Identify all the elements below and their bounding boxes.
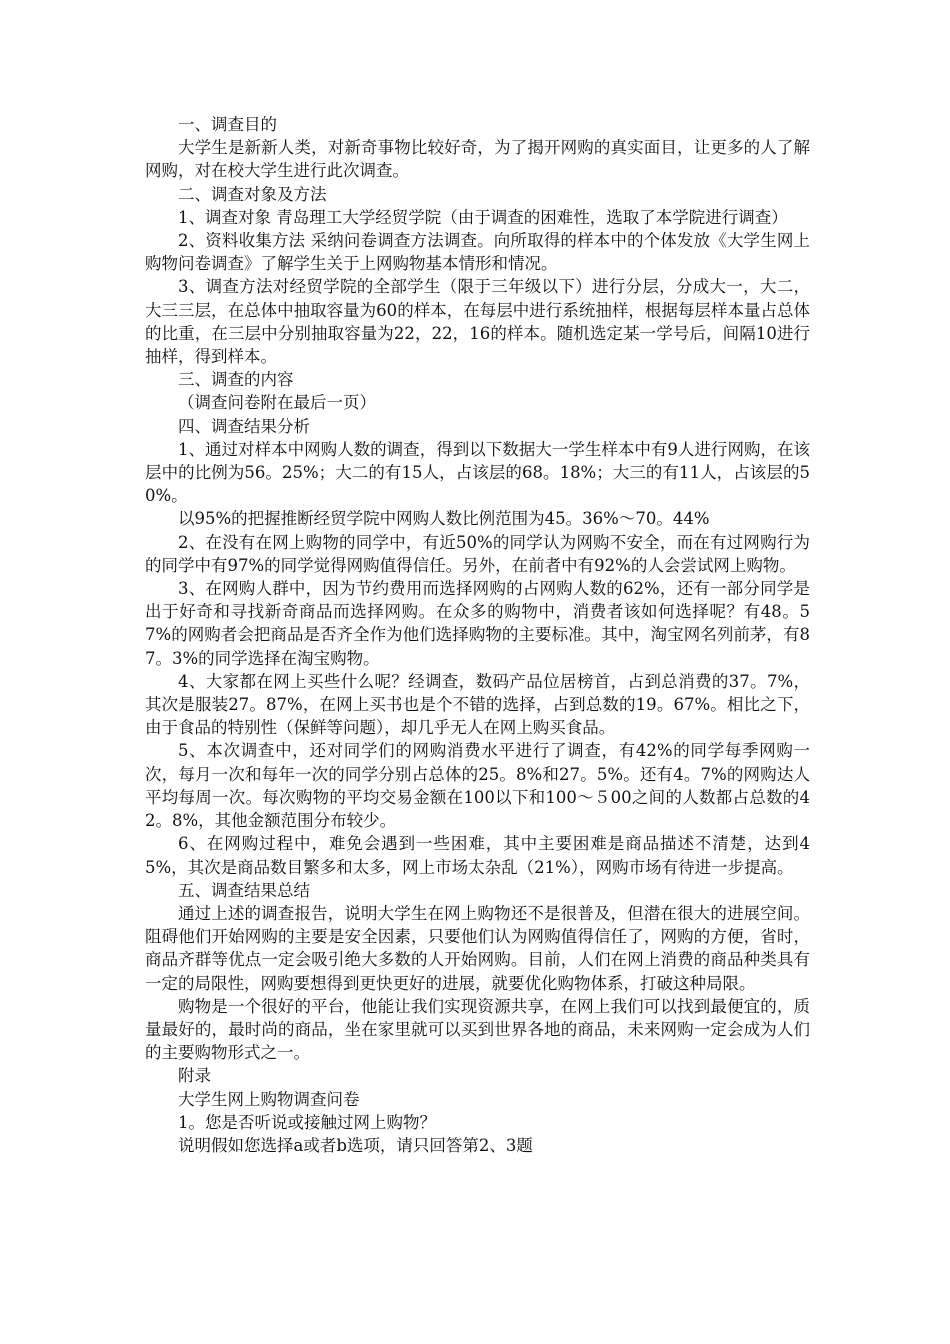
paragraph: 4、大家都在网上买些什么呢？经调查，数码产品位居榜首，占到总消费的37。7%，其次是服装27。87%，在网上买书也是个不错的选择，占到总数的19。67%。相比之下，由于食品的特别性（保鲜等问题），却几乎无人在网上购买食品。 (145, 671, 810, 738)
paragraph: 1、调查对象 青岛理工大学经贸学院（由于调查的困难性，选取了本学院进行调查） (178, 207, 788, 227)
paragraph: 6、在网购过程中，难免会遇到一些困难，其中主要困难是商品描述不清楚，达到45%，其次是商品数目繁多和太多，网上市场太杂乱（21%），网购市场有待进一步提高。 (145, 834, 810, 877)
paragraph: （调查问卷附在最后一页） (178, 393, 376, 413)
paragraph: 1、通过对样本中网购人数的调查，得到以下数据大一学生样本中有9人进行网购，在该层中的比例为56。25%；大二的有15人，占该层的68。18%；大三的有11人，占该层的50%。 (145, 439, 810, 506)
question-note: 说明假如您选择a或者b选项，请只回答第2、3题 (178, 1135, 533, 1155)
heading-result-summary: 五、调查结果总结 (178, 880, 310, 900)
document-body (145, 113, 810, 1157)
question-item: 1。您是否听说或接触过网上购物？ (178, 1112, 436, 1132)
paragraph: 大学生是新新人类，对新奇事物比较好奇，为了揭开网购的真实面目，让更多的人了解网购，对在校大学生进行此次调查。 (145, 138, 810, 181)
paragraph: 5、本次调查中，还对同学们的网购消费水平进行了调查，有42%的同学每季网购一次，每月一次和每年一次的同学分别占总体的25。8%和27。5%。还有4。7%的网购达人平均每周一次。每次购物的平均交易金额在100以下和100～５00之间的人数都占总数的42。8%，其他金额范围分布较少。 (145, 741, 810, 831)
paragraph: 2、资料收集方法 采纳问卷调查方法调查。向所取得的样本中的个体发放《大学生网上购物问卷调查》了解学生关于上网购物基本情形和情况。 (145, 231, 810, 274)
paragraph: 2、在没有在网上购物的同学中，有近50%的同学认为网购不安全，而在有过网购行为的同学中有97%的同学觉得网购值得信任。另外，在前者中有92%的人会尝试网上购物。 (145, 532, 810, 575)
questionnaire-title: 大学生网上购物调查问卷 (178, 1089, 360, 1109)
heading-survey-content: 三、调查的内容 (178, 370, 294, 390)
heading-result-analysis: 四、调查结果分析 (178, 416, 310, 436)
paragraph: 以95%的把握推断经贸学院中网购人数比例范围为45。36%～70。44% (178, 509, 710, 529)
paragraph: 3、调查方法对经贸学院的全部学生（限于三年级以下）进行分层，分成大一，大二，大三三层，在总体中抽取容量为60的样本，在每层中进行系统抽样，根据每层样本量占总体的比重，在三层中分别抽取容量为22，22，16的样本。随机选定某一学号后，间隔10进行抽样，得到样本。 (145, 277, 810, 367)
paragraph: 通过上述的调查报告，说明大学生在网上购物还不是很普及，但潜在很大的进展空间。阻碍他们开始网购的主要是安全因素，只要他们认为网购值得信任了，网购的方便，省时，商品齐群等优点一定会吸引绝大多数的人开始网购。目前，人们在网上消费的商品种类具有一定的局限性，网购要想得到更快更好的进展，就要优化购物体系，打破这种局限。 (145, 903, 810, 993)
heading-survey-purpose: 一、调查目的 (178, 115, 277, 134)
heading-survey-subjects-methods: 二、调查对象及方法 (178, 184, 327, 204)
paragraph: 3、在网购人群中，因为节约费用而选择网购的占网购人数的62%，还有一部分同学是出于好奇和寻找新奇商品而选择网购。在众多的购物中，消费者该如何选择呢？有48。57%的网购者会把商品是否齐全作为他们选择购物的主要标准。其中，淘宝网名列前茅，有87。3%的同学选择在淘宝购物。 (145, 579, 810, 668)
paragraph: 购物是一个很好的平台，他能让我们实现资源共享，在网上我们可以找到最便宜的，质量最好的，最时尚的商品，坐在家里就可以买到世界各地的商品，未来网购一定会成为人们的主要购物形式之一。 (145, 996, 810, 1063)
heading-appendix: 附录 (178, 1066, 211, 1086)
